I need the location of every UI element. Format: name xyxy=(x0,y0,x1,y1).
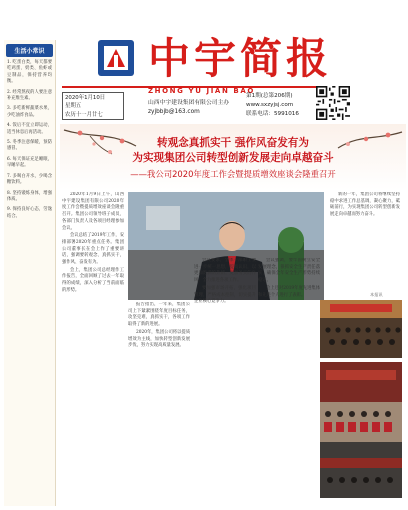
date-box xyxy=(62,92,124,120)
article-paragraph: 报告指出，一年来，集团公司上下紧紧围绕年度目标任务，攻坚克难，真抓实干，各项工作取得了新的进展。 xyxy=(128,302,190,328)
article-paragraph: 要加强市场开拓，强化项目管理，严格成本控制，切实提升企业核心竞争力。 xyxy=(194,285,256,305)
article-paragraph: 会上还对2019年度先进集体和先进个人进行了表彰。 xyxy=(258,285,320,298)
sidebar-item: 3. 多吃新鲜蔬菜水果，少吃油炸食品。 xyxy=(7,106,52,118)
issue-box xyxy=(246,92,312,120)
article-column-4 xyxy=(258,258,320,504)
masthead-title: 中宇简报 xyxy=(148,34,333,83)
sidebar-column xyxy=(4,40,56,506)
issue-lunar-date: 农历十一月廿七 xyxy=(65,111,103,118)
sidebar-title: 生活小常识 xyxy=(6,44,53,57)
sidebar-item: 5. 冬季注意保暖，预防感冒。 xyxy=(7,140,52,152)
website-link[interactable]: www.sxzyjsj.com xyxy=(246,102,294,109)
article-column-5 xyxy=(330,192,400,290)
meeting-image-icon xyxy=(320,300,402,358)
qr-code-icon xyxy=(316,86,350,120)
sidebar-item: 6. 每天保证充足睡眠，早睡早起。 xyxy=(7,156,52,169)
issue-weekday: 星期五 xyxy=(65,103,82,110)
article-paragraph: 会议要求，全体干部职工要进一步统一思想，提高认识，以更加饱满的热情、更加务实的作风，全力推进各项工作。 xyxy=(194,258,256,284)
sidebar-item: 9. 保持良好心态，劳逸结合。 xyxy=(7,207,52,219)
subheadline: ——我公司2020年度工作会暨提质增效座谈会隆重召开 xyxy=(130,169,336,179)
sidebar-item: 4. 饭后不宜立即运动，适当休息后再活动。 xyxy=(7,123,52,135)
publisher-email: zyjbbjb@163.com xyxy=(148,108,200,115)
article-paragraph: 会议总结了2019年工作，安排部署2020年重点任务。集团公司董事长在会上作了重要讲话，强调要转观念、真抓实干，强作风、奋发有为。 xyxy=(62,233,124,266)
article-column-1 xyxy=(62,192,124,504)
issue-date: 2020年1月10日 xyxy=(65,95,106,101)
sidebar-item: 8. 坚持锻炼身体，增强体质。 xyxy=(7,190,52,202)
photo-caption: 本报讯 xyxy=(370,292,383,297)
article-column-2 xyxy=(128,302,190,504)
award-ceremony-photo xyxy=(320,362,402,498)
headline-line-2: 为实现集团公司转型创新发展走向卓越奋斗 xyxy=(132,152,334,164)
issue-number: 第1期(总第206期) xyxy=(246,93,293,99)
article-paragraph: 新的一年，集团公司将继续坚持稳中求进工作总基调，凝心聚力，砥砺前行，为实现集团公司转型创新发展走向卓越而努力奋斗。 xyxy=(330,192,400,218)
contact-phone: 联系电话：5991016 xyxy=(246,111,299,118)
award-image-icon xyxy=(320,362,402,498)
headline-line-1: 转观念真抓实干 强作风奋发有为 xyxy=(157,137,309,149)
masthead-pinyin: ZHONG YU JIAN BAO xyxy=(148,87,255,95)
article-paragraph: 会上，集团公司总经理作工作报告，全面回顾了过去一年取得的成绩，深入分析了当前面临的形势。 xyxy=(62,267,124,293)
article-paragraph: 2020年，集团公司将以提质增效为主线，加快转型创新发展步伐，努力实现高质量发展。 xyxy=(128,329,190,349)
publisher-block xyxy=(148,99,229,116)
publisher-name: 山西中宇建设集团有限公司主办 xyxy=(148,100,230,106)
article-paragraph: 2020年1月9日上午，山西中宇建设集团有限公司2020年度工作会暨提质增效座谈会隆重召开。集团公司领导班子成员、各部门负责人及各项目经理参加会议。 xyxy=(62,192,124,231)
article-column-3 xyxy=(194,258,256,504)
company-logo-icon xyxy=(96,38,136,78)
meeting-photo xyxy=(320,300,402,358)
sidebar-item: 1. 吃蛋白类，每天都要吃鸡蛋、奶类、鱼虾或豆制品，保持营养均衡。 xyxy=(7,60,52,85)
sidebar-item: 7. 多喝白开水，少喝含糖饮料。 xyxy=(7,173,52,186)
article-paragraph: 会议强调，要牢固树立安全发展理念，狠抓安全生产责任落实，确保全年安全生产形势持续稳定。 xyxy=(258,258,320,284)
sidebar-item: 2. 经常熬夜的人要注意补充维生素。 xyxy=(7,89,52,102)
